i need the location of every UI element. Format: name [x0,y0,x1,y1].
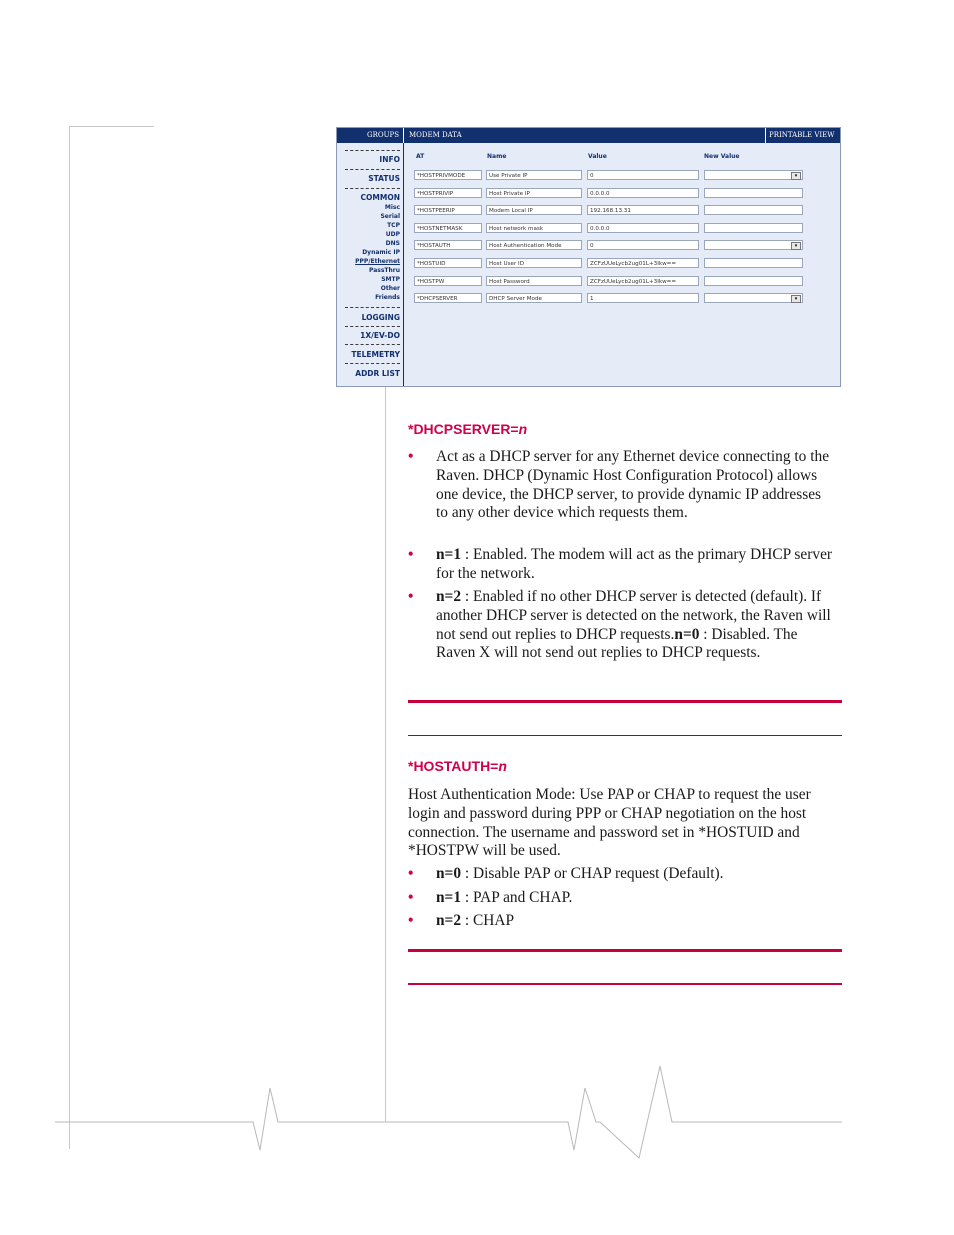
row-at-cell: *HOSTNETMASK [414,223,482,233]
list-item: • n=2 : CHAP [408,912,515,929]
sidebar-subitem-smtp[interactable]: SMTP [381,276,400,283]
row-at-cell: *HOSTPRIVIP [414,188,482,198]
groups-label: GROUPS [367,131,400,139]
column-header-new-value: New Value [704,153,740,160]
row-name-cell: Host User ID [486,258,582,268]
row-value-cell: 0 [587,170,699,180]
sidebar-subitem-misc[interactable]: Misc [384,204,400,211]
sidebar-item-telemetry[interactable]: TELEMETRY [351,350,400,359]
sidebar-item-info[interactable]: INFO [379,155,400,164]
new-value-input[interactable] [704,188,803,198]
chevron-down-icon[interactable]: ▾ [791,242,801,250]
sidebar-item-common[interactable]: COMMON [360,193,400,202]
sidebar-item-1x-evdo[interactable]: 1X/EV-DO [360,331,400,340]
row-at-cell: *HOSTPEERIP [414,205,482,215]
list-item: • n=1 : Enabled. The modem will act as the primary DHCP server for the network. [408,546,833,582]
sidebar-subitem-ppp-ethernet[interactable]: PPP/Ethernet [355,258,400,265]
bullet-icon: • [408,889,414,906]
sidebar-item-addr-list[interactable]: ADDR LIST [355,369,400,378]
sidebar-subitem-tcp[interactable]: TCP [387,222,400,229]
column-divider-line [385,385,386,1122]
list-item: • n=0 : Disable PAP or CHAP request (Default). [408,865,724,882]
panel-topbar [337,128,840,143]
bullet-icon: • [408,448,414,465]
section-divider [408,949,842,952]
row-value-cell: ZCFzUUeLycb2ug01L+3Ikw== [587,276,699,286]
sidebar-subitem-dns[interactable]: DNS [385,240,400,247]
sidebar-subitem-friends[interactable]: Friends [375,294,400,301]
chevron-down-icon[interactable]: ▾ [791,295,801,303]
row-value-cell: ZCFzUUeLycb2ug01L+3Ikw== [587,258,699,268]
new-value-select[interactable] [704,170,803,180]
row-at-cell: *HOSTAUTH [414,240,482,250]
modem-data-table [404,143,840,386]
row-name-cell: Host Private IP [486,188,582,198]
new-value-select[interactable] [704,240,803,250]
bullet-icon: • [408,865,414,882]
sidebar-item-status[interactable]: STATUS [368,174,400,183]
chevron-down-icon[interactable]: ▾ [791,172,801,180]
row-name-cell: DHCP Server Mode [486,293,582,303]
sidebar-subitem-udp[interactable]: UDP [385,231,400,238]
row-name-cell: Modem Local IP [486,205,582,215]
new-value-input[interactable] [704,205,803,215]
groups-sidebar [337,143,404,386]
row-name-cell: Use Private IP [486,170,582,180]
row-name-cell: Host network mask [486,223,582,233]
top-left-tick [69,126,154,127]
row-name-cell: Host Password [486,276,582,286]
list-item: • n=1 : PAP and CHAP. [408,889,573,906]
hostauth-heading: *HOSTAUTH=n [408,758,507,774]
section-divider [408,700,842,703]
new-value-select[interactable] [704,293,803,303]
section-divider [408,735,842,736]
row-value-cell: 0.0.0.0 [587,223,699,233]
modem-data-label: MODEM DATA [409,131,462,139]
hostauth-description: Host Authentication Mode: Use PAP or CHAP to request the user login and password during PPP or CHAP negotiation on the host connection. The username and password set in *HOSTUID and *HOSTPW will be used. [408,786,811,860]
row-name-cell: Host Authentication Mode [486,240,582,250]
printable-view-link[interactable]: PRINTABLE VIEW [769,131,835,139]
bullet-icon: • [408,588,414,605]
dhcpserver-heading: *DHCPSERVER=n [408,421,528,437]
footer-heartbeat-line [0,1060,954,1170]
sidebar-subitem-passthru[interactable]: PassThru [368,267,400,274]
list-item: • Act as a DHCP server for any Ethernet device connecting to the Raven. DHCP (Dynamic Host Configuration Protocol) allows one device, the DHCP server, to provide dynamic IP addresses to any other device which requests them. [408,448,830,522]
new-value-input[interactable] [704,258,803,268]
list-item: • n=2 : Enabled if no other DHCP server is detected (default). If another DHCP server is detected on the network, the Raven will not send out replies to DHCP requests.n=0 : Disabled. The Raven X will not send out replies to DHCP requests. [408,588,831,662]
new-value-input[interactable] [704,223,803,233]
sidebar-subitem-other[interactable]: Other [380,285,400,292]
section-divider [408,983,842,985]
row-at-cell: *HOSTUID [414,258,482,268]
new-value-input[interactable] [704,276,803,286]
row-at-cell: *HOSTPRIVMODE [414,170,482,180]
sidebar-subitem-dynamic-ip[interactable]: Dynamic IP [362,249,400,256]
column-header-at: AT [416,153,425,160]
column-header-value: Value [588,153,607,160]
bullet-icon: • [408,912,414,929]
row-value-cell: 0.0.0.0 [587,188,699,198]
row-value-cell: 0 [587,240,699,250]
row-at-cell: *DHCPSERVER [414,293,482,303]
bullet-icon: • [408,546,414,563]
modem-data-screenshot [336,127,841,387]
column-header-name: Name [487,153,507,160]
row-value-cell: 1 [587,293,699,303]
sidebar-subitem-serial[interactable]: Serial [380,213,400,220]
left-margin-line [69,127,70,1149]
row-at-cell: *HOSTPW [414,276,482,286]
row-value-cell: 192.168.13.31 [587,205,699,215]
sidebar-item-logging[interactable]: LOGGING [361,313,400,322]
